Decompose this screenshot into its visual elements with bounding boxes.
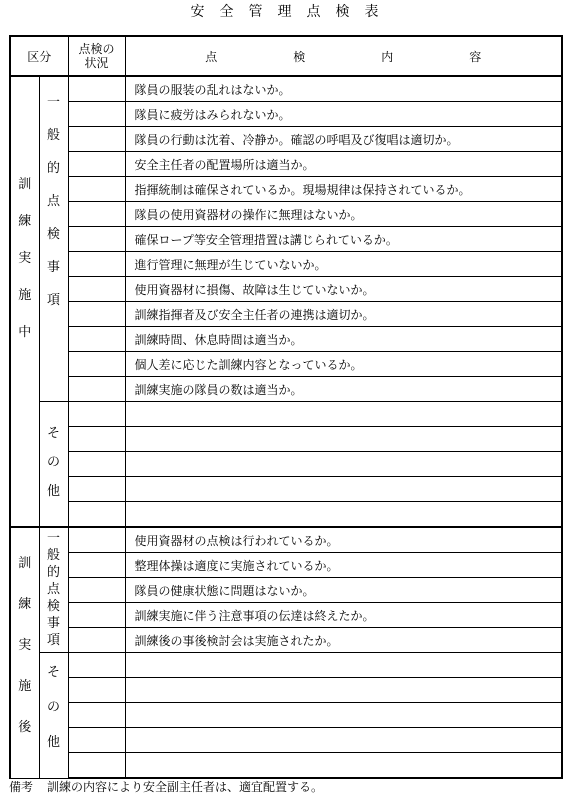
check-item: 使用資器材の点検は行われているか。 — [125, 527, 562, 553]
blank-item — [125, 678, 562, 703]
status-cell[interactable] — [68, 227, 125, 252]
status-cell[interactable] — [68, 603, 125, 628]
table-row — [10, 703, 562, 728]
check-item: 隊員の健康状態に問題はないか。 — [125, 578, 562, 603]
table-header-row — [10, 36, 562, 76]
blank-item — [125, 502, 562, 528]
check-item: 訓練実施に伴う注意事項の伝達は終えたか。 — [125, 603, 562, 628]
check-item: 指揮統制は確保されているか。現場規律は保持されているか。 — [125, 177, 562, 202]
check-item: 訓練指揮者及び安全主任者の連携は適切か。 — [125, 302, 562, 327]
status-cell[interactable] — [68, 703, 125, 728]
remarks-text: 訓練の内容により安全副主任者は、適宜配置する。 — [47, 780, 324, 794]
after-general-label — [39, 527, 68, 653]
check-item: 訓練時間、休息時間は適当か。 — [125, 327, 562, 352]
after-section-label — [10, 527, 39, 778]
check-item: 隊員の使用資器材の操作に無理はないか。 — [125, 202, 562, 227]
table-row — [10, 377, 562, 402]
status-cell[interactable] — [68, 753, 125, 779]
header-content-char: 点 — [205, 49, 218, 64]
header-status-line2: 状況 — [84, 56, 109, 70]
vertical-label: そ の 他 — [47, 426, 61, 499]
table-row — [10, 653, 562, 678]
status-cell[interactable] — [68, 302, 125, 327]
check-item: 個人差に応じた訓練内容となっているか。 — [125, 352, 562, 377]
blank-item — [125, 703, 562, 728]
table-row — [10, 277, 562, 302]
vertical-label: 訓 練 実 施 中 — [18, 177, 32, 340]
status-cell[interactable] — [68, 502, 125, 528]
table-row — [10, 502, 562, 528]
table-row — [10, 76, 562, 102]
table-row — [10, 127, 562, 152]
vertical-label: 訓 練 実 施 後 — [18, 556, 32, 735]
check-item: 隊員の行動は沈着、冷静か。確認の呼唱及び復唱は適切か。 — [125, 127, 562, 152]
vertical-label: 一 般 的 点 検 事 項 — [47, 531, 61, 648]
status-cell[interactable] — [68, 728, 125, 753]
header-status-line1: 点検の — [78, 42, 115, 56]
table-row — [10, 302, 562, 327]
header-content — [125, 36, 562, 76]
blank-item — [125, 402, 562, 427]
check-item: 使用資器材に損傷、故障は生じていないか。 — [125, 277, 562, 302]
table-row — [10, 578, 562, 603]
during-other-label — [39, 402, 68, 528]
status-cell[interactable] — [68, 678, 125, 703]
check-item: 整理体操は適度に実施されているか。 — [125, 553, 562, 578]
status-cell[interactable] — [68, 402, 125, 427]
check-item: 訓練実施の隊員の数は適当か。 — [125, 377, 562, 402]
page-title: 安全管理点検表 — [190, 4, 394, 20]
status-cell[interactable] — [68, 553, 125, 578]
blank-item — [125, 728, 562, 753]
blank-item — [125, 452, 562, 477]
status-cell[interactable] — [68, 102, 125, 127]
status-cell[interactable] — [68, 327, 125, 352]
safety-check-table — [9, 35, 563, 779]
remarks-note — [9, 779, 323, 795]
status-cell[interactable] — [68, 427, 125, 452]
table-row — [10, 202, 562, 227]
status-cell[interactable] — [68, 152, 125, 177]
table-row — [10, 452, 562, 477]
vertical-label: そ の 他 — [47, 665, 61, 750]
blank-item — [125, 753, 562, 779]
status-cell[interactable] — [68, 252, 125, 277]
table-row — [10, 628, 562, 653]
table-row — [10, 102, 562, 127]
status-cell[interactable] — [68, 578, 125, 603]
blank-item — [125, 477, 562, 502]
check-item: 隊員に疲労はみられないか。 — [125, 102, 562, 127]
check-item: 訓練後の事後検討会は実施されたか。 — [125, 628, 562, 653]
table-row — [10, 678, 562, 703]
check-item: 隊員の服装の乱れはないか。 — [125, 76, 562, 102]
status-cell[interactable] — [68, 477, 125, 502]
status-cell[interactable] — [68, 76, 125, 102]
table-row — [10, 427, 562, 452]
status-cell[interactable] — [68, 127, 125, 152]
status-cell[interactable] — [68, 628, 125, 653]
table-row — [10, 402, 562, 427]
during-section-label — [10, 76, 39, 527]
status-cell[interactable] — [68, 352, 125, 377]
table-row — [10, 553, 562, 578]
blank-item — [125, 653, 562, 678]
status-cell[interactable] — [68, 202, 125, 227]
table-row — [10, 603, 562, 628]
table-row — [10, 728, 562, 753]
table-row — [10, 477, 562, 502]
status-cell[interactable] — [68, 452, 125, 477]
table-row — [10, 252, 562, 277]
during-general-label — [39, 76, 68, 402]
table-row — [10, 352, 562, 377]
vertical-label: 一 般 的 点 検 事 項 — [47, 95, 61, 308]
table-row — [10, 753, 562, 779]
status-cell[interactable] — [68, 177, 125, 202]
after-other-label — [39, 653, 68, 779]
header-kubun: 区分 — [10, 36, 68, 76]
header-content-char: 内 — [381, 49, 394, 64]
status-cell[interactable] — [68, 527, 125, 553]
blank-item — [125, 427, 562, 452]
table-row — [10, 527, 562, 553]
check-item: 確保ロープ等安全管理措置は講じられているか。 — [125, 227, 562, 252]
check-item: 安全主任者の配置場所は適当か。 — [125, 152, 562, 177]
status-cell[interactable] — [68, 377, 125, 402]
status-cell[interactable] — [68, 277, 125, 302]
table-row — [10, 227, 562, 252]
header-status — [68, 36, 125, 76]
table-row — [10, 152, 562, 177]
table-row — [10, 177, 562, 202]
table-row — [10, 327, 562, 352]
header-content-char: 検 — [293, 49, 306, 64]
remarks-label: 備考 — [9, 780, 34, 794]
header-content-char: 容 — [469, 49, 482, 64]
check-item: 進行管理に無理が生じていないか。 — [125, 252, 562, 277]
status-cell[interactable] — [68, 653, 125, 678]
